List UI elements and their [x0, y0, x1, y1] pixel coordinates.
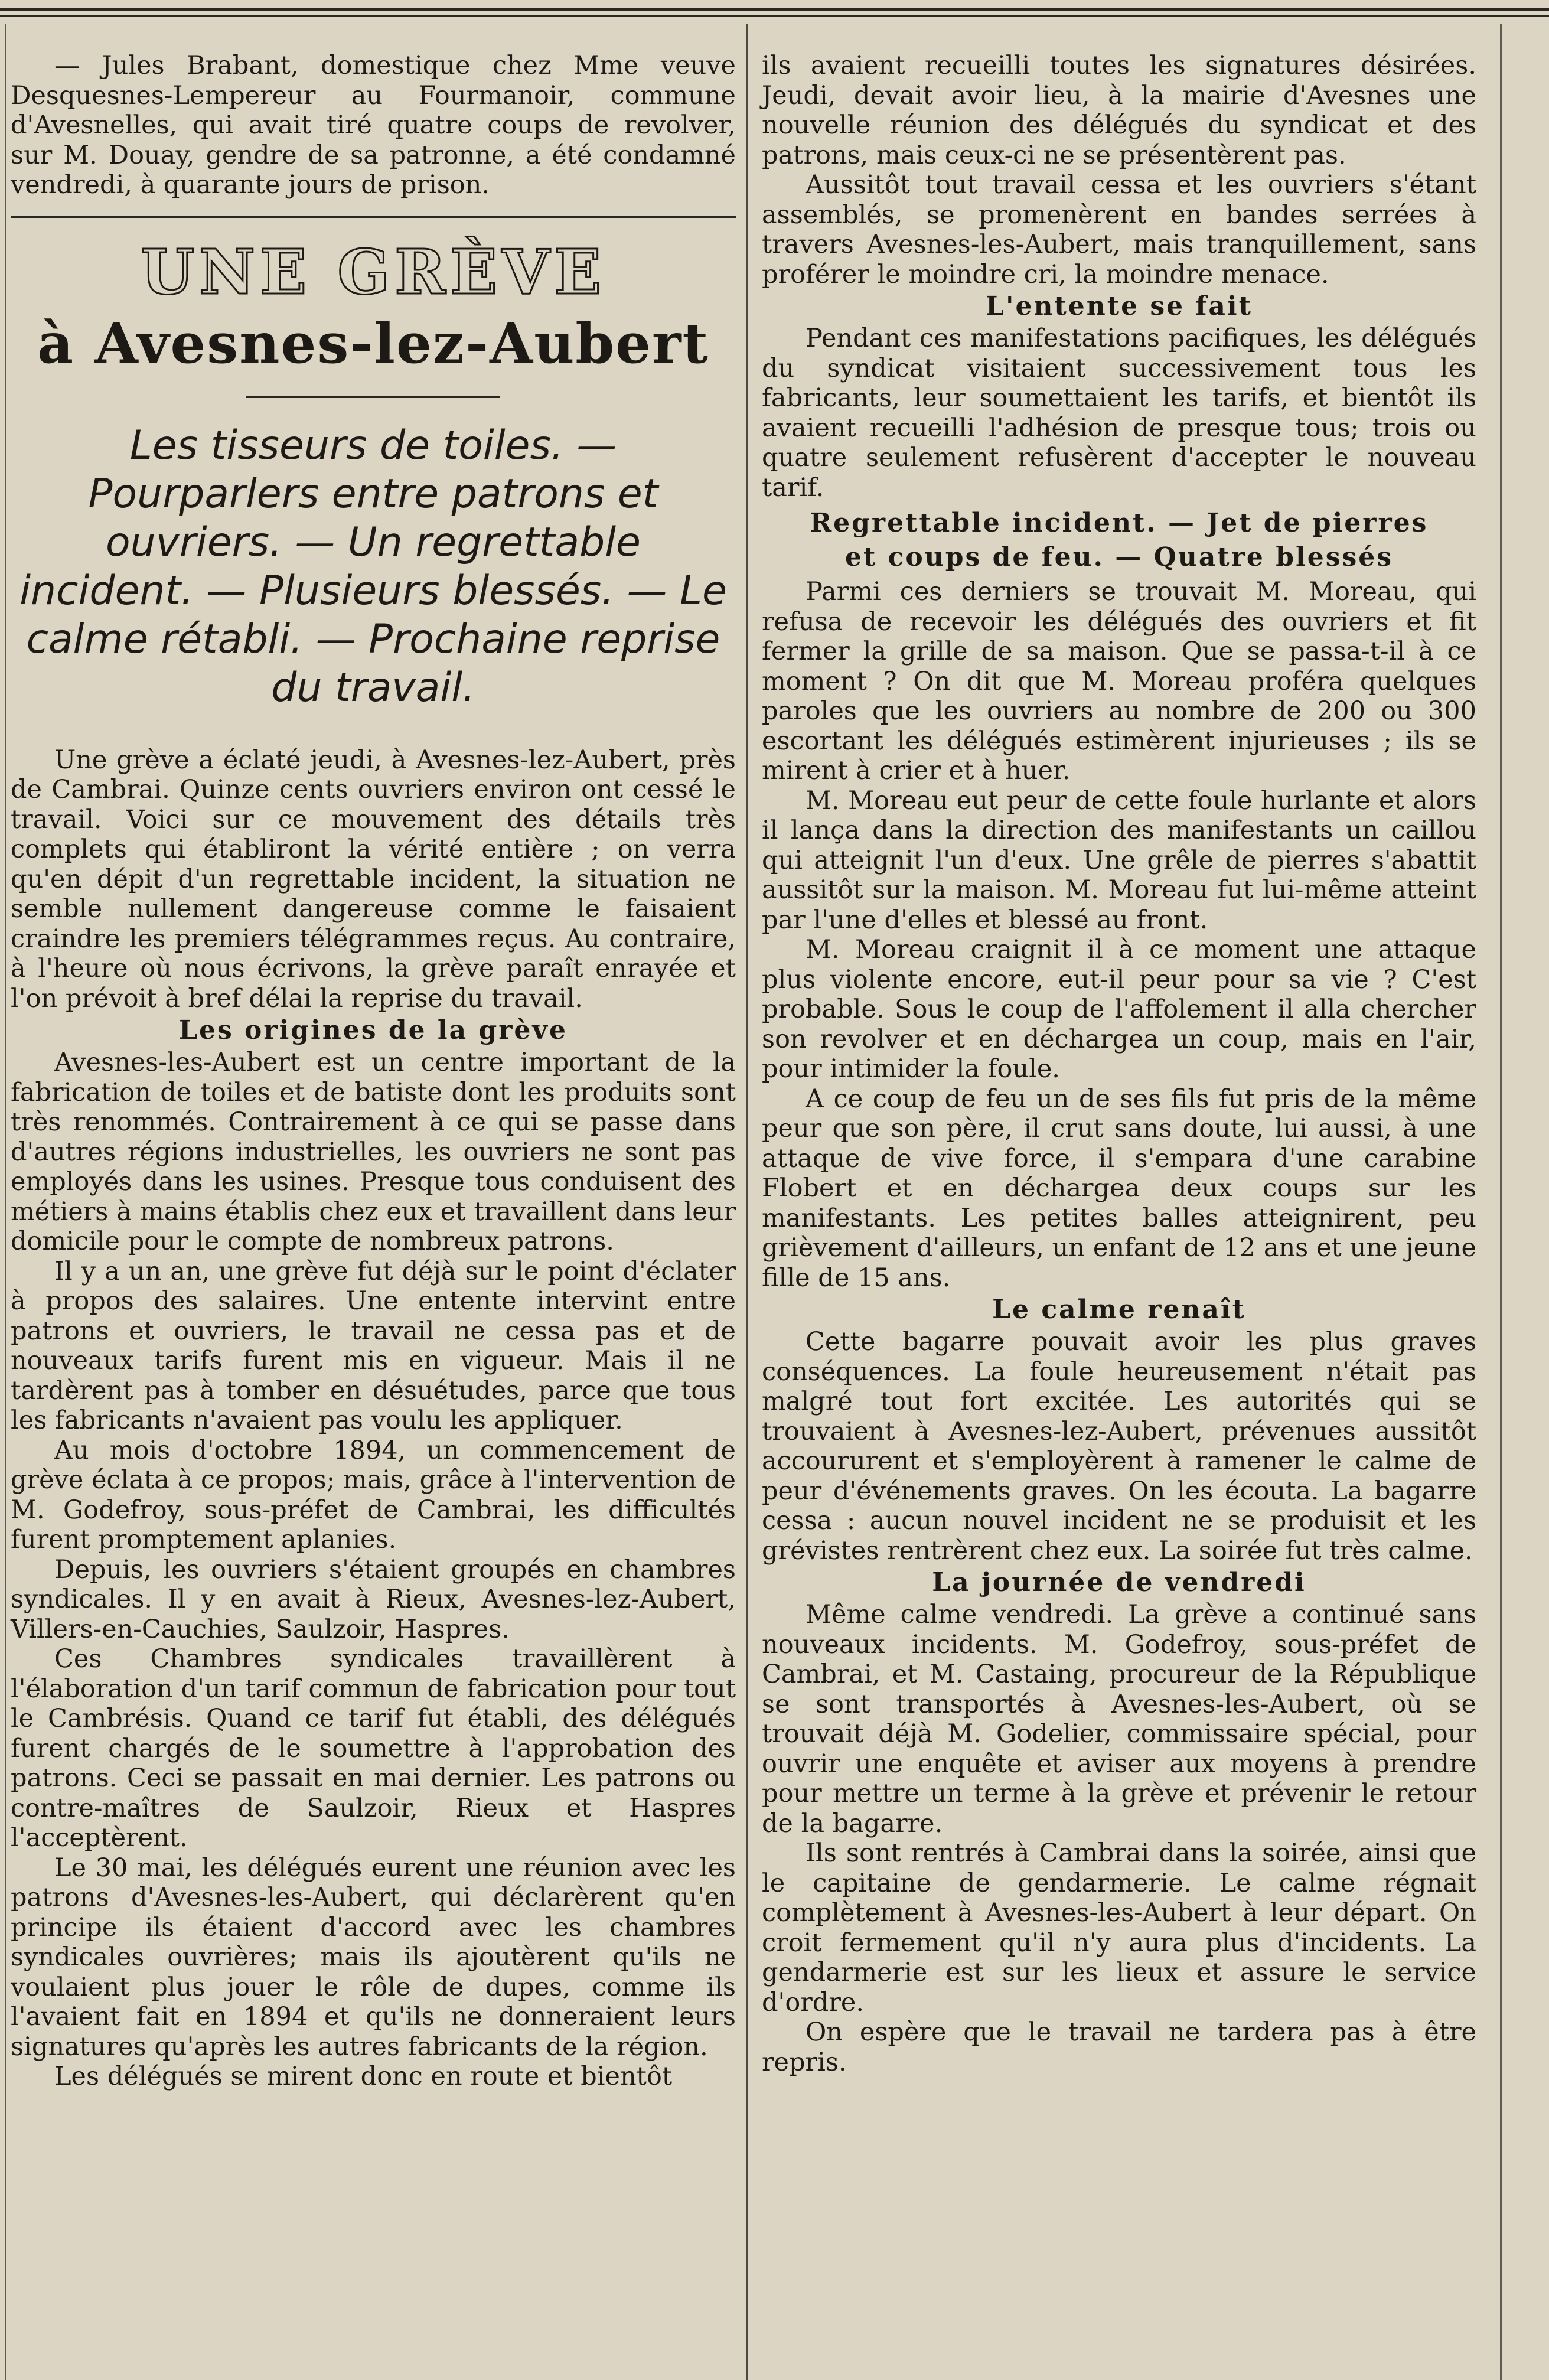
continuation-paragraph: Aussitôt tout travail cessa et les ouvriers s'étant assemblés, se promenèrent en bandes serrées à travers Avesnes-les-Aubert, mais tranquillement, sans proférer le moindre cri, la moindre menace. [762, 170, 1476, 289]
article-subtitle: Les tisseurs de toiles. — Pourparlers entre patrons et ouvriers. — Un regrettable incident. — Plusieurs blessés. — Le calme rétabli. — Prochaine reprise du travail. [19, 422, 727, 711]
lead-paragraph: Une grève a éclaté jeudi, à Avesnes-lez-Aubert, près de Cambrai. Quinze cents ouvriers environ ont cessé le travail. Voici sur ce mouvement des détails très complets qui établiront la vérité entière ; on verra qu'en dépit d'un regrettable incident, la situation ne semble nullement dangereuse comme le faisaient craindre les premiers télégrammes reçus. Au contraire, à l'heure où nous écrivons, la grève paraît enrayée et l'on prévoit à bref délai la reprise du travail. [11, 745, 736, 1013]
incident-paragraph: Parmi ces derniers se trouvait M. Moreau, qui refusa de recevoir les délégués des ouvriers et fit fermer la grille de sa maison. Que se passa-t-il à ce moment ? On dit que M. Moreau proféra quelques paroles que les ouvriers au nombre de 200 ou 300 escortant les délégués estimèrent injurieuses ; ils se mirent à crier et à huer. [762, 577, 1476, 785]
heading-incident-line: et coups de feu. — Quatre blessés [845, 542, 1393, 572]
heading-incident-line: Regrettable incident. — Jet de pierres [810, 508, 1429, 538]
left-edge-rule [5, 24, 6, 2380]
vendredi-paragraph: Ils sont rentrés à Cambrai dans la soirée, ainsi que le capitaine de gendarmerie. Le calme régnait complètement à Avesnes-les-Aubert à leur départ. On croit fermement qu'il n'y aura plus d'incidents. La gendarmerie est sur les lieux et assure le service d'ordre. [762, 1838, 1476, 2017]
heading-incident [762, 506, 1476, 575]
article-separator [11, 216, 736, 218]
incident-paragraph: A ce coup de feu un de ses fils fut pris de la même peur que son père, il crut sans doute, lui aussi, à une attaque de vive force, il s'empara d'une carabine Flobert et en déchargea deux coups sur les manifestants. Les petites balles atteignirent, peu grièvement d'ailleurs, un enfant de 12 ans et une jeune fille de 15 ans. [762, 1084, 1476, 1293]
heading-vendredi: La journée de vendredi [932, 1567, 1306, 1597]
column-divider [746, 24, 748, 2380]
origines-paragraph: Le 30 mai, les délégués eurent une réunion avec les patrons d'Avesnes-les-Aubert, qui déclarèrent qu'en principe ils étaient d'accord avec les chambres syndicales ouvrières; mais ils ajoutèrent qu'ils ne voulaient plus jouer le rôle de dupes, comme ils l'avaient fait en 1894 et qu'ils ne donneraient leurs signatures qu'après les autres fabricants de la région. [11, 1853, 736, 2062]
article-title: UNE GRÈVE [141, 235, 606, 308]
incident-paragraph: M. Moreau eut peur de cette foule hurlante et alors il lança dans la direction des manifestants un caillou qui atteignit l'un d'eux. Une grêle de pierres s'abattit aussitôt sur la maison. M. Moreau fut lui-même atteint par l'une d'elles et blessé au front. [762, 785, 1476, 935]
entente-paragraph: Pendant ces manifestations pacifiques, les délégués du syndicat visitaient successivement tous les fabricants, leur soumettaient les tarifs, et bientôt ils avaient recueilli l'adhésion de presque tous; trois ou quatre seulement refusèrent d'accepter le nouveau tarif. [762, 324, 1476, 503]
right-column [762, 51, 1476, 2077]
right-edge-rule [1500, 24, 1502, 2380]
origines-paragraph: Depuis, les ouvriers s'étaient groupés en chambres syndicales. Il y en avait à Rieux, Avesnes-lez-Aubert, Villers-en-Cauchies, Saulzoir, Haspres. [11, 1554, 736, 1644]
incident-paragraph: M. Moreau craignit il à ce moment une attaque plus violente encore, eut-il peur pour sa vie ? C'est probable. Sous le coup de l'affolement il alla chercher son revolver et en déchargea un coup, mais en l'air, pour intimider la foule. [762, 935, 1476, 1084]
left-column [11, 51, 736, 2092]
origines-paragraph: Il y a un an, une grève fut déjà sur le point d'éclater à propos des salaires. Une entente intervint entre patrons et ouvriers, le travail ne cessa pas et de nouveaux tarifs furent mis en vigueur. Mais il ne tardèrent pas à tomber en désuétudes, parce que tous les fabricants n'avaient pas voulu les appliquer. [11, 1256, 736, 1435]
top-rule-thin [0, 15, 1549, 17]
calme-paragraph: Cette bagarre pouvait avoir les plus graves conséquences. La foule heureusement n'était pas malgré tout fort excitée. Les autorités qui se trouvaient à Avesnes-lez-Aubert, prévenues aussitôt accoururent et s'employèrent à ramener le calme de peur d'événements graves. On les écouta. La bagarre cessa : aucun nouvel incident ne se produisit et les grévistes rentrèrent chez eux. La soirée fut très calme. [762, 1327, 1476, 1566]
heading-origines: Les origines de la grève [179, 1015, 568, 1045]
vendredi-paragraph: Même calme vendredi. La grève a continué sans nouveaux incidents. M. Godefroy, sous-préfet de Cambrai, et M. Castaing, procureur de la République se sont transportés à Avesnes-les-Aubert, où se trouvait déjà M. Godelier, commissaire spécial, pour ouvrir une enquête et aviser aux moyens à prendre pour mettre un terme à la grève et prévenir le retour de la bagarre. [762, 1600, 1476, 1838]
title-rule [246, 396, 500, 398]
vendredi-paragraph: On espère que le travail ne tardera pas à être repris. [762, 2017, 1476, 2077]
origines-paragraph: Au mois d'octobre 1894, un commencement de grève éclata à ce propos; mais, grâce à l'intervention de M. Godefroy, sous-préfet de Cambrai, les difficultés furent promptement aplanies. [11, 1435, 736, 1554]
heading-calme: Le calme renaît [992, 1295, 1246, 1325]
article-title-location: à Avesnes-lez-Aubert [37, 311, 709, 376]
brabant-brief: — Jules Brabant, domestique chez Mme veuve Desquesnes-Lempereur au Fourmanoir, commune d'Avesnelles, qui avait tiré quatre coups de revolver, sur M. Douay, gendre de sa patronne, a été condamné vendredi, à quarante jours de prison. [11, 51, 736, 200]
origines-paragraph: Ces Chambres syndicales travaillèrent à l'élaboration d'un tarif commun de fabrication pour tout le Cambrésis. Quand ce tarif fut établi, des délégués furent chargés de le soumettre à l'approbation des patrons. Ceci se passait en mai dernier. Les patrons ou contre-maîtres de Saulzoir, Rieux et Haspres l'acceptèrent. [11, 1644, 736, 1853]
top-rule [0, 8, 1549, 11]
continuation-paragraph: ils avaient recueilli toutes les signatures désirées. Jeudi, devait avoir lieu, à la mairie d'Avesnes une nouvelle réunion des délégués du syndicat et des patrons, mais ceux-ci ne se présentèrent pas. [762, 51, 1476, 170]
origines-paragraph: Avesnes-les-Aubert est un centre important de la fabrication de toiles et de batiste dont les produits sont très renommés. Contrairement à ce qui se passe dans d'autres régions industrielles, les ouvriers ne sont pas employés dans les usines. Presque tous conduisent des métiers à mains établis chez eux et travaillent dans leur domicile pour le compte de nombreux patrons. [11, 1048, 736, 1256]
heading-entente: L'entente se fait [986, 291, 1253, 321]
origines-paragraph: Les délégués se mirent donc en route et bientôt [54, 2062, 673, 2091]
